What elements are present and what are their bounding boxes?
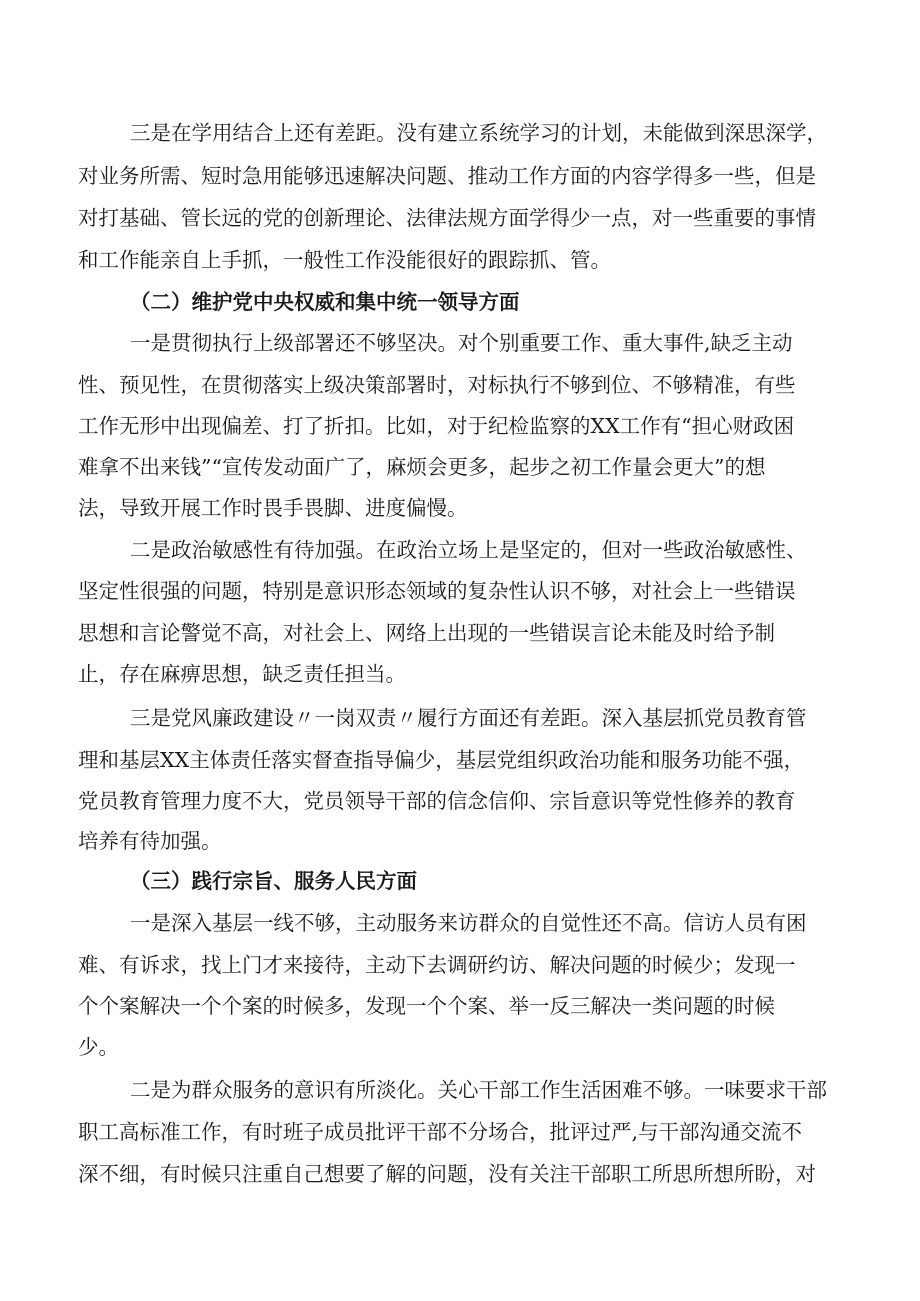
paragraph-line: 法，导致开展工作时畏手畏脚、进度偏慢。 [78,496,468,520]
paragraph-line: 和工作能亲自上手抓，一般性工作没能很好的跟踪抓、管。 [78,248,611,272]
paragraph-line: 三是党风廉政建设〃一岗双责〃履行方面还有差距。深入基层抓党员教育管 [130,706,807,730]
paragraph-line: 性、预见性，在贯彻落实上级决策部署时，对标执行不够到位、不够精准，有些 [78,373,796,397]
paragraph-line: 一是贯彻执行上级部署还不够坚决。对个别重要工作、重大事件,缺乏主动 [130,331,793,355]
paragraph-line: 思想和言论警觉不高，对社会上、网络上出现的一些错误言论未能及时给予制 [78,621,775,645]
section-heading: （二）维护党中央权威和集中统一领导方面 [130,290,520,314]
paragraph-line: 理和基层XX主体责任落实督查指导偏少，基层党组织政治功能和服务功能不强， [78,748,805,772]
paragraph-line: 三是在学用结合上还有差距。没有建立系统学习的计划，未能做到深思深学， [130,121,827,145]
paragraph-line: 二是为群众服务的意识有所淡化。关心干部工作生活困难不够。一味要求干部 [130,1078,827,1102]
paragraph-line: 止，存在麻痹思想，缺乏责任担当。 [78,662,406,686]
paragraph-line: 少。 [78,1035,119,1059]
paragraph-line: 职工高标准工作，有时班子成员批评干部不分场合，批评过严,与干部沟通交流不 [78,1120,803,1144]
paragraph-line: 一是深入基层一线不够，主动服务来访群众的自觉性还不高。信访人员有困 [130,911,807,935]
paragraph-line: 对打基础、管长远的党的创新理论、法律法规方面学得少一点，对一些重要的事情 [78,206,816,230]
paragraph-line: 党员教育管理力度不大，党员领导干部的信念信仰、宗旨意识等党性修养的教育 [78,789,796,813]
paragraph-line: 工作无形中出现偏差、打了折扣。比如，对于纪检监察的XX工作有“担心财政困 [78,414,795,438]
paragraph-line: 二是政治敏感性有待加强。在政治立场上是坚定的，但对一些政治敏感性、 [130,538,807,562]
paragraph-line: 坚定性很强的问题，特别是意识形态领域的复杂性认识不够，对社会上一些错误 [78,579,796,603]
paragraph-line: 难、有诉求，找上门才来接待，主动下去调研约访、解决问题的时候少；发现一 [78,953,796,977]
paragraph-line: 个个案解决一个个案的时候多，发现一个个案、举一反三解决一类问题的时候 [78,994,775,1018]
paragraph-line: 培养有待加强。 [78,829,222,853]
section-heading: （三）践行宗旨、服务人民方面 [130,869,417,893]
paragraph-line: 深不细，有时候只注重自己想要了解的问题，没有关注干部职工所思所想所盼，对 [78,1162,816,1186]
paragraph-line: 难拿不出来钱”“宣传发动面广了，麻烦会更多，起步之初工作量会更大”的想 [78,455,766,479]
paragraph-line: 对业务所需、短时急用能够迅速解决问题、推动工作方面的内容学得多一些，但是 [78,164,816,188]
